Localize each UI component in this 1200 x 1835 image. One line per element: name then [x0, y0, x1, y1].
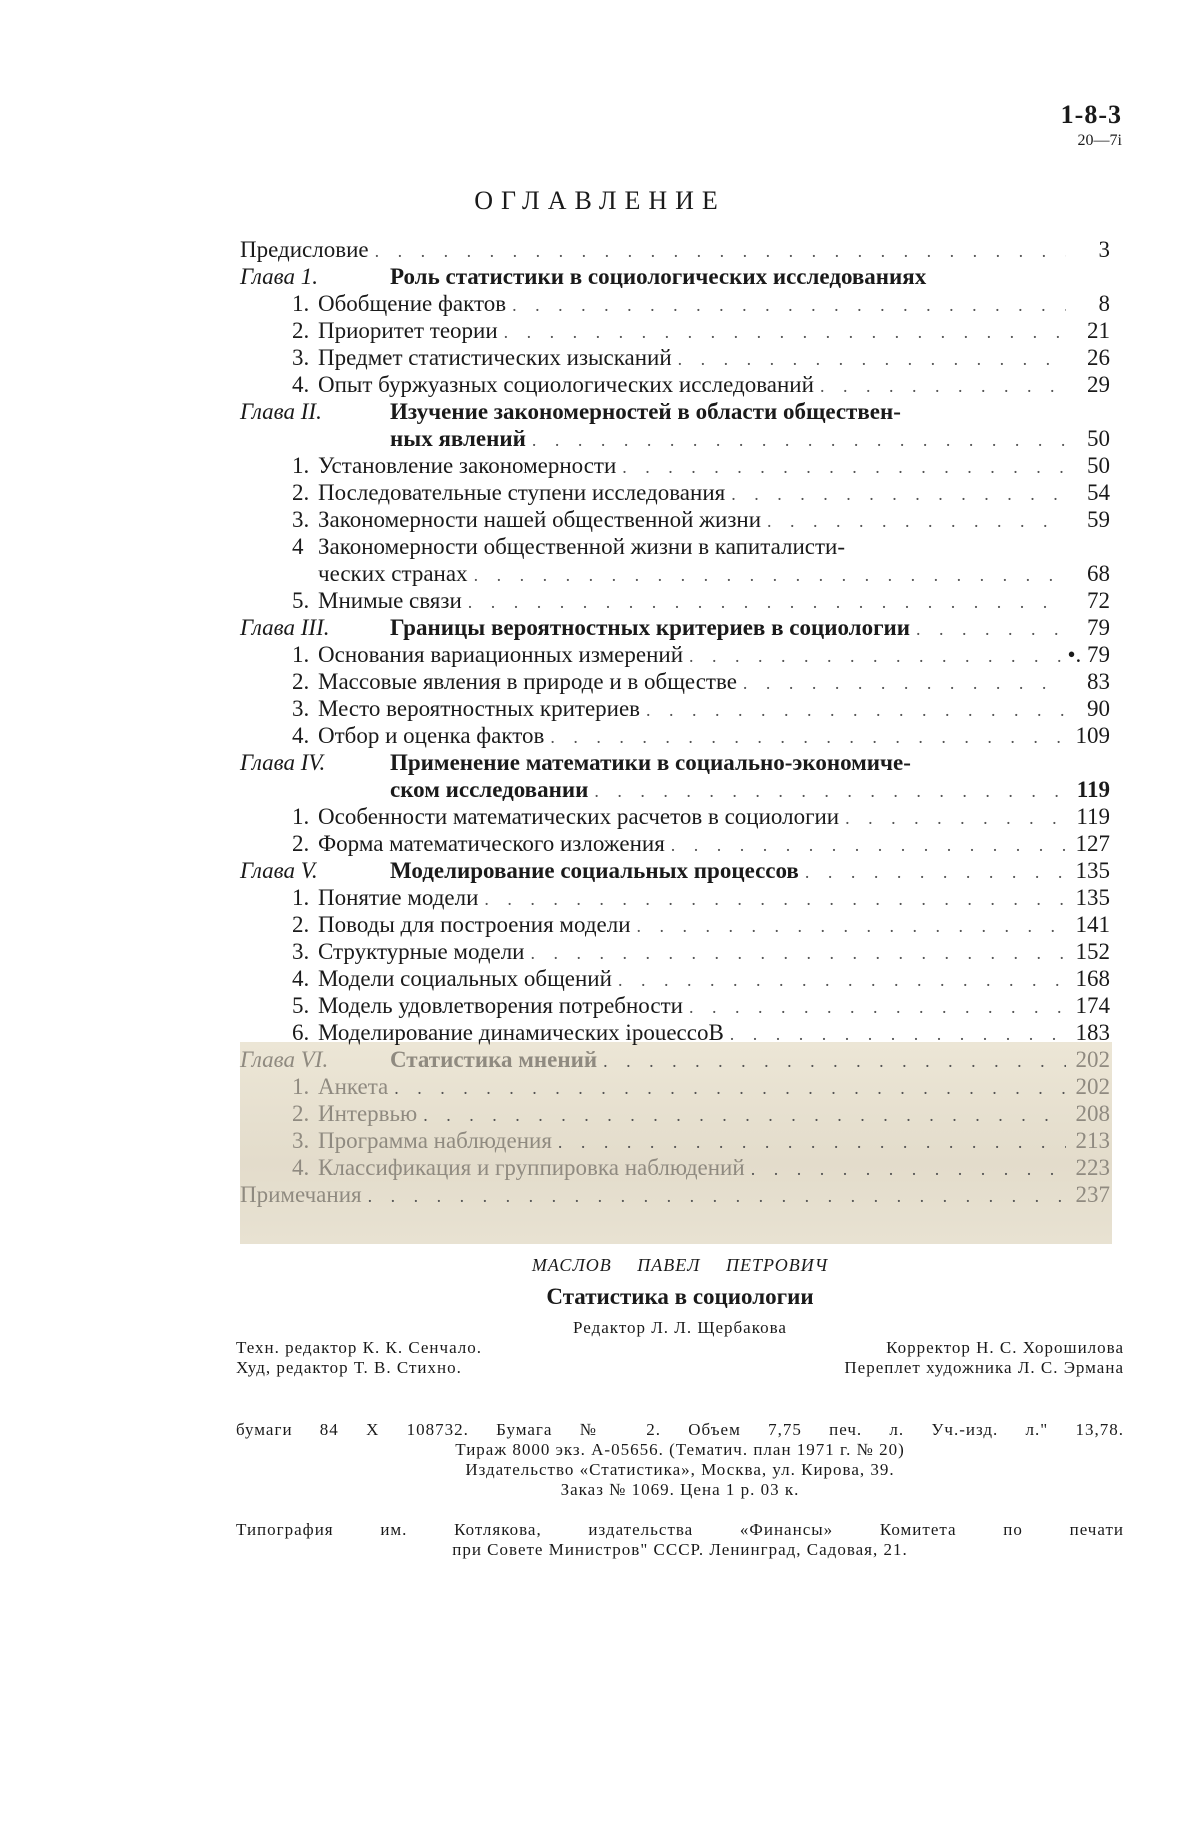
- toc-entry-label: [292, 452, 616, 479]
- toc-entry: [240, 1046, 1110, 1073]
- section-title: Место вероятностных критериев: [318, 696, 641, 721]
- toc-entry: [240, 452, 1110, 479]
- page-number: 3: [1098, 237, 1110, 262]
- section-title: Предмет статистических изысканий: [318, 345, 672, 370]
- section-number: 4: [292, 534, 304, 559]
- toc-entry: [240, 722, 1110, 749]
- toc-entry-label: [292, 371, 814, 398]
- toc-entry-label: [292, 1100, 417, 1127]
- dot-leader: [820, 373, 1066, 400]
- section-number: 3.: [292, 939, 310, 964]
- toc-entry-label: [390, 776, 588, 803]
- toc-entry-label: [292, 1154, 745, 1181]
- catalog-code: [1061, 100, 1122, 150]
- printer-line: при Совете Министров" СССР. Ленинград, Садовая, 21.: [452, 1540, 908, 1559]
- section-title: Поводы для построения модели: [318, 912, 631, 937]
- section-title: Модель удовлетворения потребности: [318, 993, 683, 1018]
- toc-entry-label: [292, 533, 845, 560]
- dot-leader: [751, 1156, 1066, 1183]
- dot-leader: [375, 238, 1066, 265]
- toc-entry-label: [292, 911, 631, 938]
- chapter-number: Глава II.: [240, 399, 322, 424]
- page-number: 79: [1087, 615, 1110, 640]
- chapter-number: Глава V.: [240, 858, 318, 883]
- toc-entry: [240, 695, 1110, 722]
- toc-entry: [240, 938, 1110, 965]
- page-number: 21: [1087, 318, 1110, 343]
- toc-entry-label: [292, 344, 672, 371]
- dot-leader: [622, 454, 1066, 481]
- toc-entry: [240, 587, 1110, 614]
- dot-leader: [637, 913, 1066, 940]
- imprint-line: Издательство «Статистика», Москва, ул. Кирова, 39.: [465, 1460, 895, 1479]
- section-number: 2.: [292, 1101, 310, 1126]
- page-number: 168: [1075, 966, 1110, 991]
- toc-entry: [240, 641, 1110, 668]
- section-title: Отбор и оценка фактов: [318, 723, 545, 748]
- page-number: 50: [1087, 453, 1110, 478]
- page-number: 26: [1087, 345, 1110, 370]
- section-number: 4.: [292, 966, 310, 991]
- dot-leader: [730, 1021, 1066, 1048]
- toc-entry: [240, 290, 1110, 317]
- toc-title: ОГЛАВЛЕНИЕ: [474, 186, 726, 215]
- toc-entry-label: [240, 1181, 362, 1208]
- toc-entry: [240, 911, 1110, 938]
- toc-entry: [240, 398, 1110, 425]
- credit-art-editor: Худ, редактор Т. В. Стихно.: [236, 1358, 462, 1377]
- toc-entry: [240, 1181, 1110, 1208]
- dot-leader: [689, 643, 1061, 670]
- book-title: Статистика в социологии: [546, 1284, 814, 1309]
- toc-entry: [240, 1154, 1110, 1181]
- section-title: Закономерности нашей общественной жизни: [318, 507, 762, 532]
- toc-entry: [240, 1019, 1110, 1046]
- section-title: Закономерности общественной жизни в капиталисти-: [318, 534, 846, 559]
- page-number: 237: [1075, 1182, 1110, 1207]
- toc-entry: [240, 344, 1110, 371]
- toc-entry-label: [292, 641, 683, 668]
- credit-editor: Редактор Л. Л. Щербакова: [573, 1318, 787, 1337]
- section-number: 1.: [292, 453, 310, 478]
- toc-entry-label: [292, 992, 683, 1019]
- dot-leader: [678, 346, 1066, 373]
- page-number: 119: [1076, 804, 1110, 829]
- page-number: 8: [1098, 291, 1110, 316]
- page-number: 127: [1075, 831, 1110, 856]
- dot-leader: [916, 616, 1066, 643]
- catalog-code-main: 1-8-3: [1060, 100, 1122, 129]
- toc-entry-label: [240, 614, 910, 641]
- toc-entry: [240, 830, 1110, 857]
- section-number: 6.: [292, 1020, 310, 1045]
- toc-entry-label: [292, 1019, 724, 1046]
- page-number: 29: [1087, 372, 1110, 397]
- page-number: 135: [1075, 885, 1110, 910]
- section-title: Приоритет теории: [318, 318, 498, 343]
- section-number: 1.: [292, 1074, 310, 1099]
- imprint-line: Тираж 8000 экз. А-05656. (Тематич. план 1971 г. № 20): [455, 1440, 905, 1459]
- page-number: 90: [1087, 696, 1110, 721]
- page-number: 174: [1075, 993, 1110, 1018]
- page-number: 54: [1087, 480, 1110, 505]
- toc-entry-label: [240, 236, 369, 263]
- toc-entry-label: [292, 1073, 388, 1100]
- dot-leader: [474, 562, 1066, 589]
- toc-entry: [240, 857, 1110, 884]
- dot-leader: [646, 697, 1066, 724]
- dot-leader: [368, 1183, 1066, 1210]
- catalog-code-sub: 20—7i: [1077, 132, 1122, 149]
- chapter-title: Статистика мнений: [390, 1047, 598, 1072]
- toc-entry-label: [240, 857, 799, 884]
- credit-cover-artist: Переплет художника Л. С. Эрмана: [844, 1358, 1124, 1377]
- section-number: 5.: [292, 993, 310, 1018]
- section-number: 3.: [292, 507, 310, 532]
- chapter-number: Глава VI.: [240, 1047, 329, 1072]
- toc-entry: [240, 992, 1110, 1019]
- section-number: 1.: [292, 642, 310, 667]
- toc-entry: [240, 1127, 1110, 1154]
- section-number: 1.: [292, 885, 310, 910]
- page-number: 202: [1075, 1047, 1110, 1072]
- chapter-title: Моделирование социальных процессов: [390, 858, 799, 883]
- toc-entry: [240, 560, 1110, 587]
- section-title: Особенности математических расчетов в социологии: [318, 804, 840, 829]
- toc-entry-label: [390, 425, 526, 452]
- page-number: 72: [1087, 588, 1110, 613]
- toc-entry-label: [240, 263, 926, 290]
- section-number: 4.: [292, 1155, 310, 1180]
- section-title: Интервью: [318, 1101, 418, 1126]
- dot-leader: [603, 1048, 1066, 1075]
- toc-entry: [240, 1100, 1110, 1127]
- section-title-continued: ческих странах: [318, 561, 468, 586]
- page-number: 208: [1075, 1101, 1110, 1126]
- dot-leader: [531, 940, 1067, 967]
- chapter-title-continued: ском исследовании: [390, 777, 589, 802]
- dot-leader: [558, 1129, 1066, 1156]
- toc-entry: [240, 533, 1110, 560]
- toc-entry-label: [292, 506, 761, 533]
- toc-entry-label: [240, 749, 911, 776]
- dot-leader: [423, 1102, 1066, 1129]
- chapter-title-continued: ных явлений: [390, 426, 526, 451]
- toc-entry-label: [292, 1127, 552, 1154]
- toc-entry: [240, 317, 1110, 344]
- dot-leader: [731, 481, 1066, 508]
- section-title: Опыт буржуазных социологических исследований: [318, 372, 814, 397]
- page-number: 83: [1087, 669, 1110, 694]
- section-number: 1.: [292, 804, 310, 829]
- page-number: 141: [1075, 912, 1110, 937]
- toc-entry: [240, 506, 1110, 533]
- table-of-contents: [240, 236, 1110, 1208]
- toc-entry-label: [240, 1046, 597, 1073]
- section-title: Установление закономерности: [318, 453, 617, 478]
- toc-entry-label: [292, 695, 640, 722]
- toc-entry-label: [292, 830, 665, 857]
- toc-entry: [240, 371, 1110, 398]
- section-title: Моделирование динамических ipoueccoB: [318, 1020, 724, 1045]
- page-number: 59: [1087, 507, 1110, 532]
- imprint-line: бумаги 84 X 108732. Бумага № 2. Объем 7,75 печ. л. Уч.-изд. л." 13,78.: [236, 1420, 1124, 1439]
- imprint-line: Заказ № 1069. Цена 1 р. 03 к.: [560, 1480, 800, 1499]
- section-number: 4.: [292, 372, 310, 397]
- toc-entry-label: [292, 884, 478, 911]
- dot-leader: [468, 589, 1066, 616]
- chapter-title: Границы вероятностных критериев в социологии: [390, 615, 911, 640]
- credit-tech-editor: Техн. редактор К. К. Сенчало.: [236, 1338, 483, 1357]
- toc-entry: [240, 614, 1110, 641]
- dot-leader: [512, 292, 1066, 319]
- toc-entry-label: [292, 560, 468, 587]
- toc-entry-label: [292, 803, 839, 830]
- toc-entry: [240, 263, 1110, 290]
- chapter-number: Глава III.: [240, 615, 330, 640]
- toc-entry-label: [292, 938, 525, 965]
- toc-entry-label: [292, 668, 737, 695]
- printer-line: Типография им. Котлякова, издательства «Финансы» Комитета по печати: [236, 1520, 1124, 1539]
- section-number: 3.: [292, 345, 310, 370]
- toc-entry-label: [292, 587, 462, 614]
- dot-leader: [394, 1075, 1066, 1102]
- toc-top-entry: Предисловие: [240, 237, 369, 262]
- dot-leader: [805, 859, 1066, 886]
- toc-entry: [240, 965, 1110, 992]
- chapter-title: Роль статистики в социологических исследованиях: [390, 264, 927, 289]
- section-number: 2.: [292, 912, 310, 937]
- section-number: 2.: [292, 669, 310, 694]
- section-title: Понятие модели: [318, 885, 479, 910]
- dot-leader: [845, 805, 1066, 832]
- page-number: 202: [1075, 1074, 1110, 1099]
- section-number: 4.: [292, 723, 310, 748]
- section-title: Анкета: [318, 1074, 389, 1099]
- toc-entry: [240, 425, 1110, 452]
- section-title: Программа наблюдения: [318, 1128, 552, 1153]
- page-number: 152: [1075, 939, 1110, 964]
- page-number: 135: [1075, 858, 1110, 883]
- page-number: 119: [1076, 777, 1110, 802]
- chapter-number: Глава IV.: [240, 750, 326, 775]
- section-number: 2.: [292, 831, 310, 856]
- section-title: Обобщение фактов: [318, 291, 507, 316]
- dot-leader: [550, 724, 1066, 751]
- toc-entry: [240, 776, 1110, 803]
- page-number: 213: [1075, 1128, 1110, 1153]
- toc-entry-label: [292, 317, 498, 344]
- credits: [236, 1318, 1124, 1378]
- section-title: Массовые явления в природе и в обществе: [318, 669, 737, 694]
- section-number: 2.: [292, 318, 310, 343]
- dot-leader: [532, 427, 1066, 454]
- chapter-title: Изучение закономерностей в области обществен-: [390, 399, 901, 424]
- section-number: 3.: [292, 696, 310, 721]
- toc-entry: [240, 479, 1110, 506]
- section-title: Модели социальных общений: [318, 966, 612, 991]
- toc-entry-label: [292, 290, 506, 317]
- dot-leader: [504, 319, 1066, 346]
- toc-entry: [240, 749, 1110, 776]
- section-title: Основания вариационных измерений: [318, 642, 684, 667]
- toc-entry-label: [240, 398, 901, 425]
- page-number: 183: [1075, 1020, 1110, 1045]
- page-number: 109: [1075, 723, 1110, 748]
- imprint: [236, 1420, 1124, 1500]
- toc-entry: [240, 803, 1110, 830]
- section-title: Последовательные ступени исследования: [318, 480, 726, 505]
- section-number: 2.: [292, 480, 310, 505]
- section-title: Форма математического изложения: [318, 831, 665, 856]
- dot-leader: [689, 994, 1066, 1021]
- page-number: 50: [1087, 426, 1110, 451]
- section-title: Классификация и группировка наблюдений: [318, 1155, 745, 1180]
- credit-corrector: Корректор Н. С. Хорошилова: [886, 1338, 1124, 1357]
- chapter-number: Глава 1.: [240, 264, 318, 289]
- toc-entry: [240, 1073, 1110, 1100]
- toc-entry-label: [292, 479, 725, 506]
- page-number: •. 79: [1067, 642, 1110, 667]
- page-number: 68: [1087, 561, 1110, 586]
- toc-entry: [240, 884, 1110, 911]
- toc-entry-label: [292, 722, 544, 749]
- author-name: МАСЛОВ ПАВЕЛ ПЕТРОВИЧ: [531, 1255, 829, 1275]
- section-number: 5.: [292, 588, 310, 613]
- dot-leader: [594, 778, 1066, 805]
- section-number: 1.: [292, 291, 310, 316]
- section-title: Структурные модели: [318, 939, 525, 964]
- section-title: Мнимые связи: [318, 588, 462, 613]
- dot-leader: [743, 670, 1066, 697]
- chapter-title: Применение математики в социально-экономиче-: [390, 750, 911, 775]
- section-number: 3.: [292, 1128, 310, 1153]
- toc-entry: [240, 668, 1110, 695]
- dot-leader: [484, 886, 1066, 913]
- dot-leader: [767, 508, 1066, 535]
- dot-leader: [671, 832, 1066, 859]
- toc-top-entry: Примечания: [240, 1182, 362, 1207]
- toc-entry-label: [292, 965, 612, 992]
- printer-info: [236, 1520, 1124, 1560]
- toc-entry: [240, 236, 1110, 263]
- dot-leader: [618, 967, 1066, 994]
- page-number: 223: [1075, 1155, 1110, 1180]
